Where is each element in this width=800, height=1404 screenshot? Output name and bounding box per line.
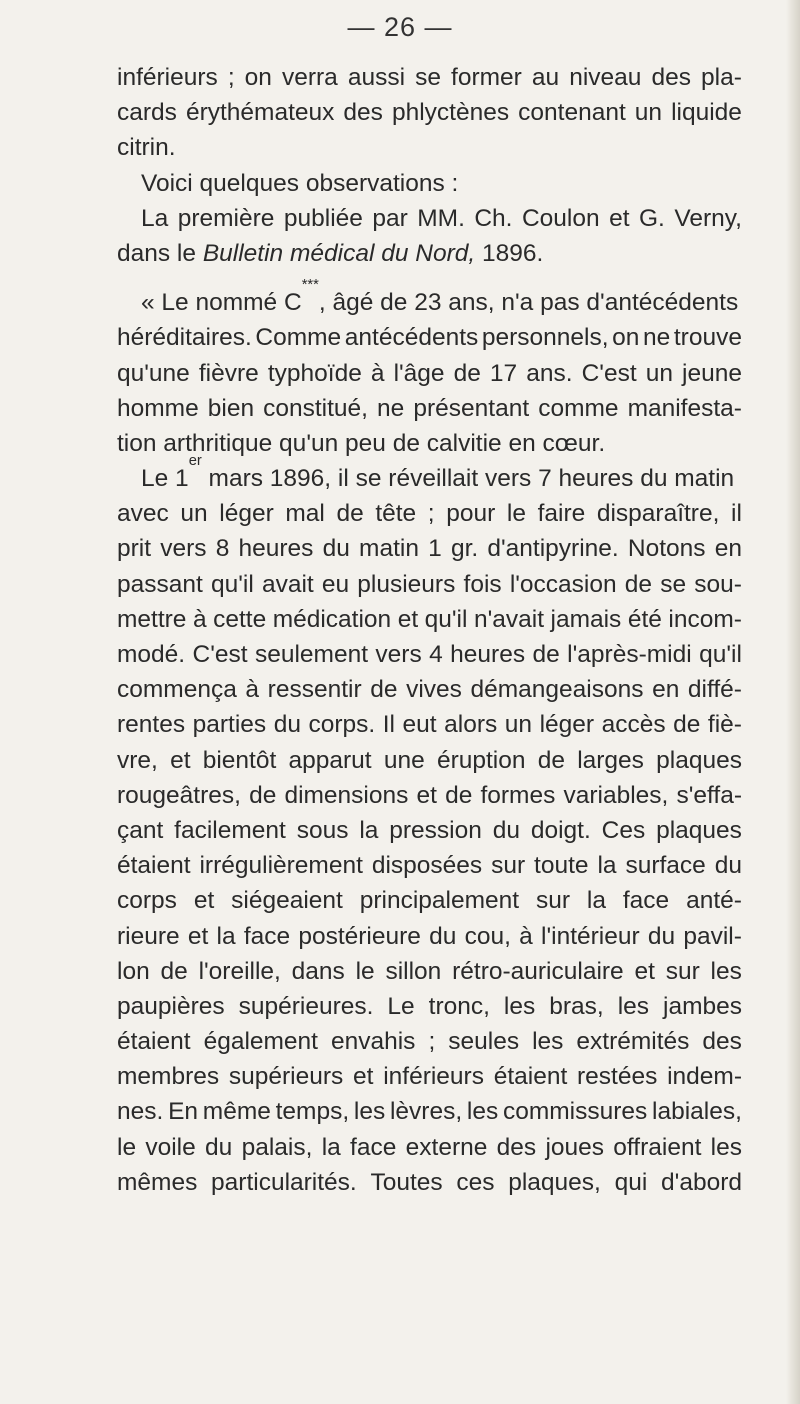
- word: rétro-auriculaire: [452, 957, 624, 985]
- word: les: [503, 992, 536, 1020]
- word: commissures: [502, 1098, 648, 1126]
- word: Verny,: [674, 204, 742, 232]
- word: supérieures.: [238, 992, 374, 1020]
- word: modé.: [117, 641, 186, 668]
- word: la: [216, 922, 236, 950]
- word: tronc,: [428, 992, 490, 1020]
- word: larges: [577, 746, 644, 774]
- word: étaient: [493, 1063, 568, 1091]
- word: ne: [377, 394, 405, 422]
- word: inférieurs: [117, 64, 218, 91]
- word: et: [416, 781, 437, 809]
- word: qui: [614, 1168, 648, 1196]
- text-line: [117, 989, 742, 1024]
- word: joues: [545, 1133, 605, 1161]
- word: trouve: [673, 324, 742, 352]
- word: face: [622, 887, 670, 915]
- word: seules: [448, 1028, 520, 1056]
- word: siégeaient: [231, 887, 343, 915]
- text-line: [117, 531, 742, 566]
- word: supérieurs: [228, 1063, 344, 1091]
- word: alors: [444, 711, 498, 739]
- word: à: [370, 359, 385, 387]
- word: et: [609, 204, 630, 232]
- word: n'avait: [473, 605, 545, 633]
- word: incom-: [668, 605, 742, 633]
- word: du: [205, 1133, 233, 1161]
- word: face: [350, 1133, 397, 1161]
- word: démangeaisons: [470, 676, 644, 704]
- word: pour: [446, 500, 496, 528]
- word: Coulon: [521, 204, 600, 232]
- word: du: [492, 816, 520, 844]
- word: passant: [117, 570, 203, 598]
- word: l'intérieur: [541, 922, 640, 950]
- word: bientôt: [202, 746, 277, 774]
- text-line: [117, 1165, 742, 1200]
- word: s'effa-: [676, 781, 742, 809]
- word: antécédents: [344, 324, 479, 352]
- word: du: [273, 711, 301, 739]
- word: gr.: [450, 535, 479, 563]
- word: corps: [117, 887, 177, 915]
- word: et: [634, 957, 655, 985]
- superscript: ***: [301, 277, 319, 294]
- word: l'oreille,: [198, 957, 281, 985]
- word: dimensions: [284, 781, 409, 809]
- text-line: [117, 356, 742, 391]
- word: de: [532, 641, 560, 668]
- word: des: [343, 99, 383, 127]
- word: les: [710, 957, 742, 985]
- text-line: citrin.: [117, 134, 176, 162]
- opening-text: Le 1: [141, 465, 189, 493]
- word: bras,: [549, 992, 604, 1020]
- word: rieure: [117, 922, 180, 950]
- text-line: [117, 954, 742, 989]
- word: médication: [272, 605, 392, 633]
- word: érythémateux: [185, 99, 335, 127]
- word: ressentir: [267, 676, 362, 704]
- word: prit: [117, 535, 152, 563]
- word: la: [586, 887, 606, 915]
- word: étaient: [117, 852, 191, 880]
- text-line: [117, 813, 742, 848]
- word: aussi: [347, 64, 406, 91]
- word: MM.: [417, 204, 465, 232]
- text-line-opening: [117, 277, 742, 320]
- text-line: [117, 1024, 742, 1059]
- text-line: tion arthritique qu'un peu de calvitie en cœur.: [117, 429, 606, 457]
- word: toute: [534, 852, 589, 880]
- word: faire: [537, 500, 586, 528]
- word: la: [597, 852, 617, 880]
- word: indem-: [667, 1063, 742, 1091]
- word: de: [624, 570, 653, 598]
- word: personnels,: [481, 324, 609, 352]
- word: qu'il: [699, 641, 742, 668]
- word: sous: [296, 816, 349, 844]
- word: parties: [192, 711, 267, 739]
- word: fois: [463, 570, 502, 598]
- paragraph-gap: [117, 271, 742, 285]
- word: 1: [428, 535, 442, 563]
- text-line: [117, 707, 742, 742]
- word: étaient: [117, 1028, 191, 1056]
- word: en: [714, 535, 742, 563]
- word: commença: [117, 676, 237, 704]
- word: du: [647, 922, 676, 950]
- word: matin: [359, 535, 419, 563]
- word: même: [202, 1098, 271, 1126]
- journal-prefix: dans le: [117, 239, 203, 267]
- word: en: [652, 676, 680, 704]
- word: rentes: [117, 711, 186, 739]
- text-line: [117, 672, 742, 707]
- word: vives: [406, 676, 462, 704]
- word: l'occasion: [509, 570, 617, 598]
- word: doigt.: [530, 816, 591, 844]
- word: un: [634, 99, 663, 127]
- word: variables,: [563, 781, 669, 809]
- word: ;: [428, 1028, 436, 1056]
- word: jambes: [663, 992, 742, 1020]
- word: ne: [643, 324, 671, 352]
- word: offraient: [613, 1133, 702, 1161]
- word: anté-: [686, 887, 742, 915]
- word: à: [192, 605, 207, 633]
- text-line: [117, 743, 742, 778]
- word: formes: [480, 781, 556, 809]
- word: se: [415, 64, 441, 91]
- word: par: [372, 204, 408, 232]
- word: vers: [375, 641, 422, 668]
- word: niveau: [569, 64, 642, 91]
- word: çant: [117, 816, 164, 844]
- word: C'est: [192, 641, 248, 668]
- word: Il: [382, 711, 395, 739]
- text-line-journal: [117, 236, 742, 271]
- word: vre,: [117, 746, 158, 774]
- word: inférieurs: [383, 1063, 484, 1091]
- word: une: [383, 746, 425, 774]
- word: accès: [601, 711, 666, 739]
- word: surface: [625, 852, 706, 880]
- word: eut: [402, 711, 437, 739]
- word: mêmes: [117, 1168, 198, 1196]
- word: face: [243, 922, 291, 950]
- word: sur: [491, 852, 526, 880]
- word: jeune: [682, 359, 742, 387]
- word: publiée: [283, 204, 363, 232]
- body-text: [117, 60, 742, 1200]
- word: manifesta-: [627, 394, 742, 422]
- word: du: [714, 852, 742, 880]
- word: tête: [375, 500, 417, 528]
- word: plusieurs: [357, 570, 456, 598]
- word: avec: [117, 500, 169, 528]
- word: mal: [285, 500, 325, 528]
- word: la: [321, 1133, 341, 1161]
- journal-title: Bulletin médical du Nord,: [202, 239, 476, 267]
- word: disposées: [371, 852, 483, 880]
- word: le: [506, 500, 526, 528]
- word: extrémités: [576, 1028, 690, 1056]
- word: diffé-: [687, 676, 742, 704]
- word: léger: [539, 711, 595, 739]
- word: un: [645, 359, 673, 387]
- text-line: [117, 883, 742, 918]
- word: cards: [117, 99, 177, 127]
- word: labiales,: [652, 1098, 742, 1126]
- word: restées: [577, 1063, 658, 1091]
- word: heures: [238, 535, 314, 563]
- word: postérieure: [298, 922, 421, 950]
- word: de: [370, 676, 398, 704]
- word: lon: [117, 957, 150, 985]
- word: Ch.: [474, 204, 513, 232]
- word: bien: [207, 394, 255, 422]
- word: dans: [291, 957, 345, 985]
- word: typhoïde: [267, 359, 362, 387]
- word: éruption: [436, 746, 526, 774]
- word: C'est: [581, 359, 637, 387]
- word: paupières: [117, 992, 225, 1020]
- word: corps.: [308, 711, 376, 739]
- word: ans.: [526, 359, 573, 387]
- text-line: [117, 496, 742, 531]
- opening-text: « Le nommé C: [141, 289, 302, 317]
- word: jamais: [550, 605, 622, 633]
- word: Ces: [601, 816, 646, 844]
- word: homme: [117, 394, 199, 422]
- word: les: [617, 992, 650, 1020]
- word: pla-: [701, 64, 742, 91]
- word: de: [445, 781, 473, 809]
- word: été: [627, 605, 662, 633]
- word: ;: [427, 500, 435, 528]
- word: Notons: [627, 535, 706, 563]
- word: rougeâtres,: [117, 781, 241, 809]
- word: Le: [387, 992, 415, 1020]
- word: vers: [160, 535, 207, 563]
- word: sou-: [694, 570, 742, 598]
- word: et: [170, 746, 191, 774]
- word: présentant: [413, 394, 530, 422]
- word: l'après-midi: [567, 641, 692, 668]
- opening-rest: mars 1896, il se réveillait vers 7 heures du matin: [201, 465, 735, 493]
- word: lèvres,: [389, 1098, 463, 1126]
- word: d'abord: [661, 1168, 742, 1196]
- word: des: [651, 64, 691, 91]
- word: voile: [145, 1133, 196, 1161]
- text-line: [117, 848, 742, 883]
- word: facilement: [174, 816, 286, 844]
- word: mettre: [117, 605, 187, 633]
- word: le: [117, 1133, 137, 1161]
- word: Comme: [255, 324, 342, 352]
- word: de: [249, 781, 277, 809]
- word: à: [519, 922, 533, 950]
- word: d'antipyrine.: [487, 535, 619, 563]
- word: contenant: [518, 99, 626, 127]
- word: première: [177, 204, 275, 232]
- word: 17: [489, 359, 518, 387]
- opening-rest: , âgé de 23 ans, n'a pas d'antécédents: [318, 289, 739, 317]
- word: le: [355, 957, 375, 985]
- word: plaques: [656, 816, 742, 844]
- word: on: [612, 324, 640, 352]
- word: au: [531, 64, 560, 91]
- word: il: [731, 500, 742, 528]
- word: La: [141, 204, 169, 232]
- word: qu'il: [424, 605, 468, 633]
- page-number: — 26 —: [347, 12, 453, 42]
- word: on: [244, 64, 272, 91]
- word: héréditaires.: [117, 324, 252, 352]
- word: nes.: [117, 1098, 164, 1126]
- word: de: [160, 957, 188, 985]
- word: les: [353, 1098, 386, 1126]
- word: Toutes: [370, 1168, 443, 1196]
- text-line: Voici quelques observations :: [141, 169, 459, 197]
- text-line-opening: [117, 453, 742, 496]
- word: verra: [281, 64, 338, 91]
- word: G.: [638, 204, 665, 232]
- word: de: [537, 746, 565, 774]
- word: l'âge: [393, 359, 445, 387]
- word: 4: [429, 641, 443, 668]
- word: la: [359, 816, 379, 844]
- word: qu'il: [210, 570, 254, 598]
- superscript: er: [188, 453, 202, 470]
- word: avait: [261, 570, 314, 598]
- word: envahis: [330, 1028, 416, 1056]
- text-line: [117, 602, 742, 637]
- word: à: [245, 676, 260, 704]
- word: 8: [215, 535, 230, 563]
- word: sur: [665, 957, 700, 985]
- word: comme: [538, 394, 619, 422]
- word: fièvre: [198, 359, 259, 387]
- word: qu'une: [117, 359, 190, 387]
- word: fiè-: [707, 711, 742, 739]
- word: et: [193, 887, 215, 915]
- journal-year: 1896.: [475, 239, 544, 267]
- word: et: [353, 1063, 374, 1091]
- word: ;: [227, 64, 235, 91]
- word: particularités.: [211, 1168, 357, 1196]
- word: seulement: [254, 641, 369, 668]
- word: léger: [219, 500, 274, 528]
- word: de: [336, 500, 364, 528]
- word: pression: [389, 816, 482, 844]
- word: du: [429, 922, 457, 950]
- text-line: [117, 567, 742, 602]
- text-line: [117, 1059, 742, 1094]
- word: ces: [456, 1168, 495, 1196]
- word: un: [180, 500, 208, 528]
- text-line: [117, 60, 742, 95]
- text-line: [117, 1094, 742, 1129]
- word: les: [710, 1133, 742, 1161]
- text-line: [117, 778, 742, 813]
- word: un: [504, 711, 533, 739]
- word: temps,: [275, 1098, 350, 1126]
- word: irrégulièrement: [199, 852, 363, 880]
- word: sur: [535, 887, 571, 915]
- word: les: [532, 1028, 564, 1056]
- word: du: [322, 535, 350, 563]
- text-line: [117, 1130, 742, 1165]
- word: des: [702, 1028, 742, 1056]
- word: En: [168, 1098, 199, 1126]
- text-line: [117, 919, 742, 954]
- word: plaques: [656, 746, 742, 774]
- text-line: [117, 320, 742, 355]
- text-line: [117, 637, 742, 672]
- word: se: [660, 570, 687, 598]
- word: apparut: [288, 746, 372, 774]
- word: et: [187, 922, 209, 950]
- word: plaques,: [508, 1168, 601, 1196]
- word: et: [397, 605, 419, 633]
- text-line: [117, 201, 742, 236]
- word: pavil-: [683, 922, 742, 950]
- word: heures: [450, 641, 526, 668]
- word: phlyctènes: [391, 99, 510, 127]
- page-edge-shadow: [786, 0, 800, 1404]
- word: externe: [405, 1133, 488, 1161]
- word: cette: [213, 605, 267, 633]
- word: sillon: [385, 957, 442, 985]
- word: liquide: [671, 99, 742, 127]
- text-line: [117, 95, 742, 130]
- word: de: [673, 711, 701, 739]
- word: constitué,: [263, 394, 368, 422]
- word: palais,: [241, 1133, 313, 1161]
- word: eu: [321, 570, 350, 598]
- word: des: [496, 1133, 537, 1161]
- word: membres: [117, 1063, 220, 1091]
- word: former: [451, 64, 522, 91]
- word: cou,: [464, 922, 511, 950]
- word: principalement: [359, 887, 520, 915]
- word: disparaître,: [596, 500, 720, 528]
- word: les: [466, 1098, 499, 1126]
- word: de: [453, 359, 481, 387]
- word: également: [203, 1028, 318, 1056]
- text-line: [117, 391, 742, 426]
